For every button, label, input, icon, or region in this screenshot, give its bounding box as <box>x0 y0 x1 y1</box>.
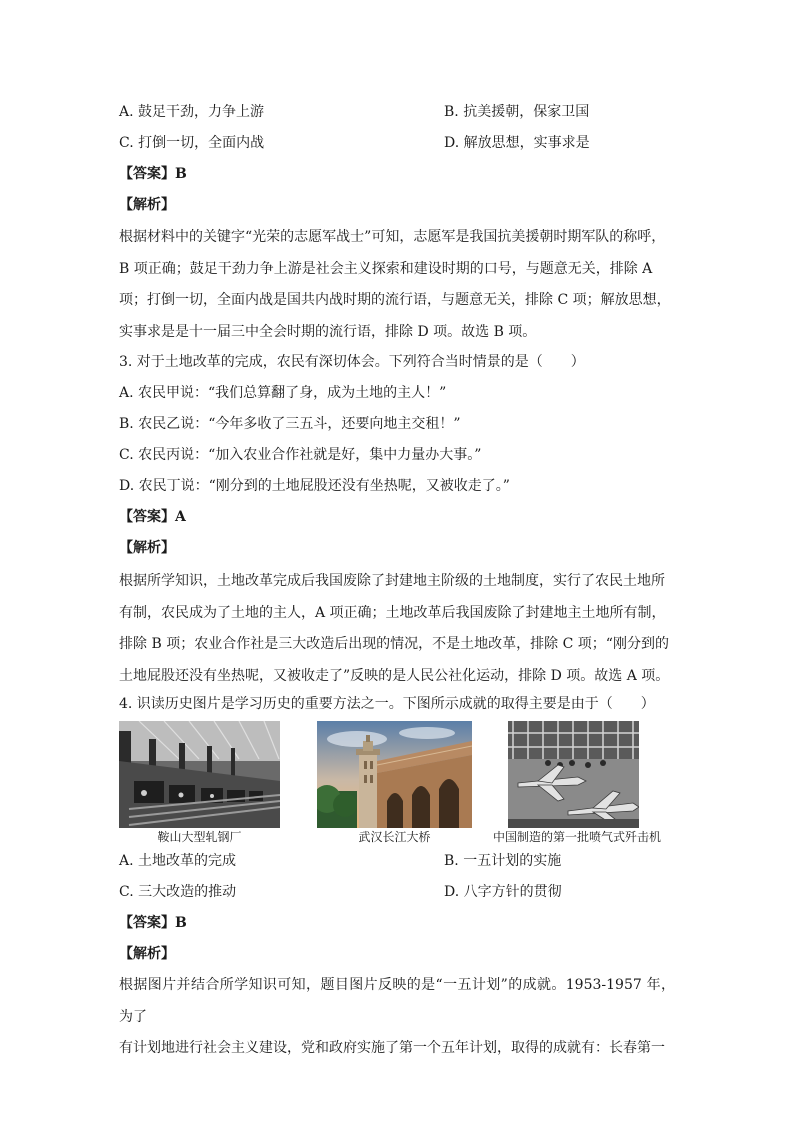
q4-option-a: A. 土地改革的完成 <box>119 853 237 869</box>
q3-analysis <box>119 566 675 692</box>
q4-analysis-line: 有计划地进行社会主义建设，党和政府实施了第一个五年计划，取得的成就有：长春第一 <box>119 1040 665 1056</box>
q4-answer: 【答案】B <box>119 915 187 931</box>
q2-analysis-line: 项；打倒一切，全面内战是国共内战时期的流行语，与题意无关，排除 C 项；解放思想， <box>119 292 671 308</box>
q3-option-a: A. 农民甲说：“我们总算翻了身，成为土地的主人！” <box>119 385 447 401</box>
q2-answer: 【答案】B <box>119 166 187 182</box>
q3-analysis-line: 有制，农民成为了土地的主人，A 项正确；土地改革后我国废除了封建地主土地所有制， <box>119 604 666 621</box>
q4-option-d: D. 八字方针的贯彻 <box>444 884 562 900</box>
steel-mill-caption: 鞍山大型轧钢厂 <box>157 830 242 844</box>
q3-option-c: C. 农民丙说：“加入农业合作社就是好，集中力量办大事。” <box>119 447 482 463</box>
q2-analysis <box>119 222 675 348</box>
q2-analysis-label: 【解析】 <box>119 197 175 213</box>
q4-stem: 4. 识读历史图片是学习历史的重要方法之一。下图所示成就的取得主要是由于（ ） <box>119 696 655 712</box>
q4-option-c: C. 三大改造的推动 <box>119 884 237 900</box>
steel-mill-photo <box>119 721 280 828</box>
bridge-photo <box>317 721 472 828</box>
q2-analysis-line: 根据材料中的关键字“光荣的志愿军战士”可知，志愿军是我国抗美援朝时期军队的称呼， <box>119 229 666 245</box>
q2-option-d: D. 解放思想，实事求是 <box>444 135 590 151</box>
q4-analysis <box>119 970 675 1065</box>
q2-analysis-line: 实事求是是十一届三中全会时期的流行语，排除 D 项。故选 B 项。 <box>119 323 537 340</box>
q3-option-d: D. 农民丁说：“刚分到的土地屁股还没有坐热呢，又被收走了。” <box>119 478 510 494</box>
jet-fighter-photo <box>508 721 639 828</box>
q4-option-b: B. 一五计划的实施 <box>444 853 562 869</box>
q3-analysis-label: 【解析】 <box>119 540 175 556</box>
q3-analysis-line: 排除 B 项；农业合作社是三大改造后出现的情况，不是土地改革，排除 C 项；“刚分到的 <box>119 636 669 652</box>
q2-option-a: A. 鼓足干劲，力争上游 <box>119 104 265 120</box>
q2-option-c: C. 打倒一切，全面内战 <box>119 135 265 151</box>
q3-analysis-line: 土地屁股还没有坐热呢，又被收走了”反映的是人民公社化运动，排除 D 项。故选 A 项。 <box>119 667 670 684</box>
q3-analysis-line: 根据所学知识，土地改革完成后我国废除了封建地主阶级的土地制度，实行了农民土地所 <box>119 573 665 589</box>
q2-option-b: B. 抗美援朝，保家卫国 <box>444 104 590 120</box>
q4-analysis-label: 【解析】 <box>119 946 175 962</box>
jet-fighter-caption: 中国制造的第一批喷气式歼击机 <box>492 830 661 844</box>
steel-mill-illustration <box>119 721 280 828</box>
bridge-illustration <box>317 721 472 828</box>
q4-analysis-line: 根据图片并结合所学知识可知，题目图片反映的是“一五计划”的成就。1953-1957 年，为了 <box>119 977 675 1025</box>
q3-answer: 【答案】A <box>119 509 186 525</box>
q3-option-b: B. 农民乙说：“今年多收了三五斗，还要向地主交租！” <box>119 416 461 432</box>
bridge-caption: 武汉长江大桥 <box>358 830 431 844</box>
q2-analysis-line: B 项正确；鼓足干劲力争上游是社会主义探索和建设时期的口号，与题意无关，排除 A <box>119 260 653 277</box>
q3-stem: 3. 对于土地改革的完成，农民有深切体会。下列符合当时情景的是（ ） <box>119 354 585 370</box>
jet-fighter-illustration <box>508 721 639 828</box>
